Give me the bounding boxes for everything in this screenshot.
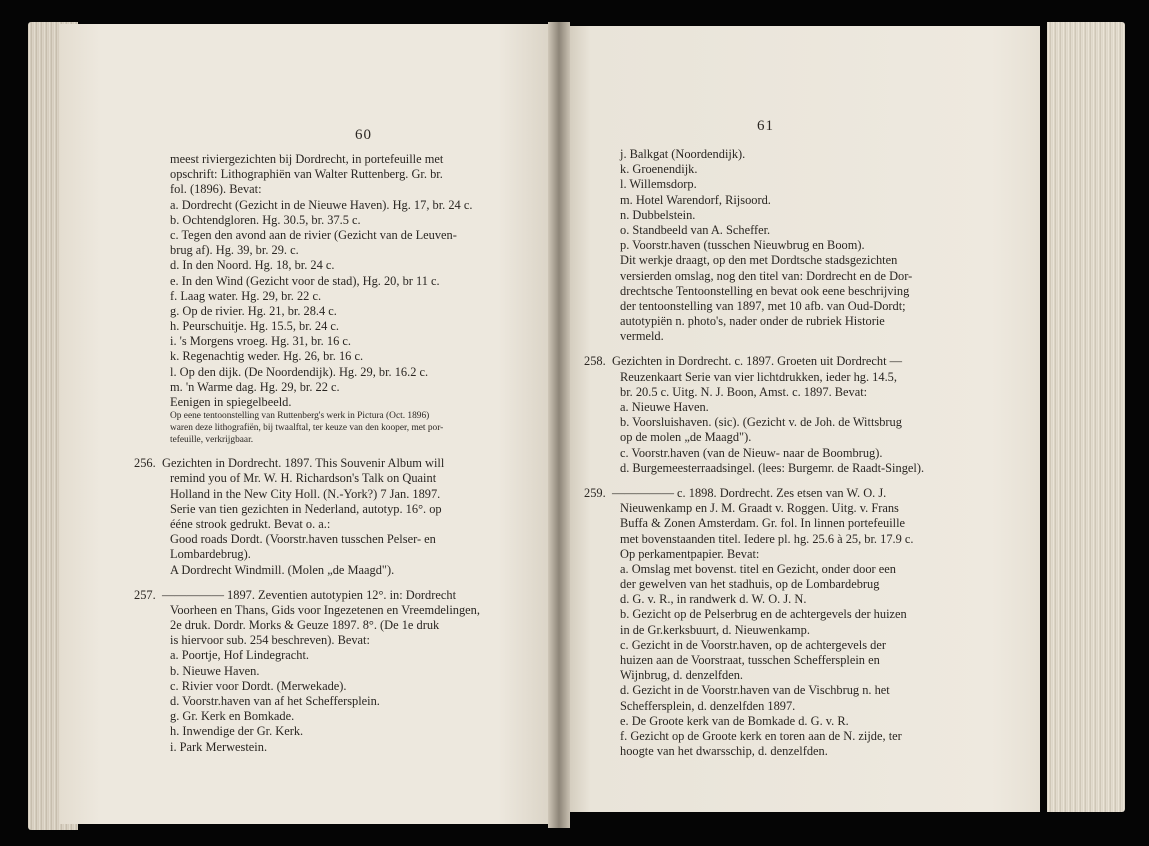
list-item: Wijnbrug, d. denzelfden. (620, 668, 744, 683)
footnote-line: Op eene tentoonstelling van Ruttenberg's werk in Pictura (Oct. 1896) (170, 411, 430, 422)
list-item: b. Gezicht op de Pelserbrug en de achtergevels der huizen (620, 607, 907, 622)
entry-line: 259. ————— c. 1898. Dordrecht. Zes etsen van W. O. J. (584, 485, 887, 500)
entry-line: 256. Gezichten in Dordrecht. 1897. This Souvenir Album will (134, 456, 445, 471)
entry-line: met bovenstaanden titel. Iedere pl. hg. 25.6 à 25, br. 17.9 c. (620, 531, 914, 546)
list-item: b. Ochtendgloren. Hg. 30.5, br. 37.5 c. (170, 212, 361, 227)
list-item: c. Voorstr.haven (van de Nieuw- naar de Boombrug). (620, 445, 883, 460)
list-item: f. Laag water. Hg. 29, br. 22 c. (170, 288, 322, 303)
book-gutter (548, 22, 570, 828)
left-page-number: 60 (355, 127, 372, 143)
entry-line: 2e druk. Dordr. Morks & Geuze 1897. 8°. (De 1e druk (170, 618, 440, 633)
list-item: a. Nieuwe Haven. (620, 400, 709, 414)
entry-line: A Dordrecht Windmill. (Molen „de Maagd"). (170, 562, 395, 577)
list-item: b. Nieuwe Haven. (170, 663, 260, 678)
entry-line: ééne strook gedrukt. Bevat o. a.: (170, 516, 331, 531)
left-page-text (134, 152, 540, 755)
list-item: b. Voorsluishaven. (sic). (Gezicht v. de Joh. de Wittsbrug (620, 415, 902, 430)
text-line: versierden omslag, nog den titel van: Dordrecht en de Dor- (620, 268, 913, 283)
entry-line: Buffa & Zonen Amsterdam. Gr. fol. In linnen portefeuille (620, 516, 906, 531)
entry-number: 257. (134, 587, 156, 602)
text-line: drechtsche Tentoonstelling en bevat ook eene beschrijving (620, 283, 910, 298)
list-item: c. Tegen den avond aan de rivier (Gezicht van de Leuven- (170, 227, 457, 242)
list-item: o. Standbeeld van A. Scheffer. (620, 222, 771, 237)
entry-number: 258. (584, 354, 606, 369)
list-item: l. Willemsdorp. (620, 177, 697, 192)
list-item: j. Balkgat (Noordendijk). (620, 147, 746, 161)
right-page-text (584, 147, 980, 759)
list-item: l. Op den dijk. (De Noordendijk). Hg. 29, br. 16.2 c. (170, 364, 429, 379)
list-item: d. Burgemeesterraadsingel. (lees: Burgemr. de Raadt-Singel). (620, 460, 925, 475)
list-item: i. Park Merwestein. (170, 739, 268, 754)
footnote-line: waren deze lithografiën, bij twaalftal, ter keuze van den kooper, met por- (170, 423, 444, 434)
list-item: e. De Groote kerk van de Bomkade d. G. v. R. (620, 713, 849, 728)
text-line: opschrift: Lithographiën van Walter Ruttenberg. Gr. br. (170, 167, 443, 182)
entry-line: Nieuwenkamp en J. M. Graadt v. Roggen. Uitg. v. Frans (620, 501, 899, 516)
text-line: fol. (1896). Bevat: (170, 182, 262, 197)
entry-line: br. 20.5 c. Uitg. N. J. Boon, Amst. c. 1897. Bevat: (620, 384, 868, 399)
list-item: d. Gezicht in de Voorstr.haven van de Vischbrug n. het (620, 683, 890, 698)
text-line: Eenigen in spiegelbeeld. (170, 395, 292, 409)
list-item: op de molen „de Maagd"). (620, 430, 752, 445)
list-item: a. Dordrecht (Gezicht in de Nieuwe Haven). Hg. 17, br. 24 c. (170, 197, 473, 212)
list-item: k. Groenendijk. (620, 162, 698, 177)
entry-line: Voorheen en Thans, Gids voor Ingezetenen en Vreemdelingen, (170, 602, 480, 617)
list-item: brug af). Hg. 39, br. 29. c. (170, 243, 299, 258)
entry-line: 258. Gezichten in Dordrecht. c. 1897. Groeten uit Dordrecht — (584, 354, 903, 369)
list-item: m. 'n Warme dag. Hg. 29, br. 22 c. (170, 379, 340, 394)
list-item: e. In den Wind (Gezicht voor de stad), Hg. 20, br 11 c. (170, 273, 440, 288)
list-item: d. G. v. R., in randwerk d. W. O. J. N. (620, 592, 807, 607)
entry-line: Good roads Dordt. (Voorstr.haven tusschen Pelser- en (170, 532, 436, 547)
list-item: h. Peurschuitje. Hg. 15.5, br. 24 c. (170, 319, 339, 334)
list-item: p. Voorstr.haven (tusschen Nieuwbrug en Boom). (620, 238, 865, 253)
entry-line: Holland in the New City Holl. (N.-York?) 7 Jan. 1897. (170, 486, 441, 501)
list-item: d. In den Noord. Hg. 18, br. 24 c. (170, 258, 335, 273)
list-item: Scheffersplein, d. denzelfden 1897. (620, 698, 796, 713)
list-item: h. Inwendige der Gr. Kerk. (170, 724, 304, 739)
entry-line: Op perkamentpapier. Bevat: (620, 546, 760, 561)
entry-line: Lombardebrug). (170, 547, 251, 562)
footnote-line: tefeuille, verkrijgbaar. (170, 435, 254, 446)
entry-number: 259. (584, 485, 606, 500)
list-item: c. Rivier voor Dordt. (Merwekade). (170, 678, 347, 693)
list-item: a. Omslag met bovenst. titel en Gezicht, onder door een (620, 561, 896, 576)
list-item: n. Dubbelstein. (620, 207, 696, 222)
list-item: in de Gr.kerksbuurt, d. Nieuwenkamp. (620, 622, 810, 637)
list-item: g. Gr. Kerk en Bomkade. (170, 709, 295, 724)
right-page-edges (1047, 22, 1125, 812)
list-item: m. Hotel Warendorf, Rijsoord. (620, 192, 771, 207)
entry-number: 256. (134, 456, 156, 471)
text-line: vermeld. (620, 329, 664, 344)
list-item: d. Voorstr.haven van af het Scheffersplein. (170, 694, 380, 708)
text-line: Dit werkje draagt, op den met Dordtsche stadsgezichten (620, 253, 898, 268)
list-item: a. Poortje, Hof Lindegracht. (170, 648, 310, 663)
entry-line: remind you of Mr. W. H. Richardson's Talk on Quaint (170, 471, 437, 486)
entry-line: is hiervoor sub. 254 beschreven). Bevat: (170, 633, 370, 648)
entry-line: Serie van tien gezichten in Nederland, autotyp. 16°. op (170, 501, 442, 516)
list-item: der gewelven van het stadhuis, op de Lombardebrug (620, 577, 880, 592)
list-item: f. Gezicht op de Groote kerk en toren aan de N. zijde, ter (620, 728, 902, 743)
entry-line: Reuzenkaart Serie van vier lichtdrukken, ieder hg. 14.5, (620, 369, 897, 384)
text-line: meest riviergezichten bij Dordrecht, in portefeuille met (170, 152, 444, 166)
entry-line: 257. ————— 1897. Zeventien autotypien 12°. in: Dordrecht (134, 587, 457, 602)
right-page-number: 61 (757, 118, 774, 134)
list-item: hoogte van het dwarsschip, d. denzelfden. (620, 744, 828, 759)
list-item: k. Regenachtig weder. Hg. 26, br. 16 c. (170, 349, 364, 364)
list-item: c. Gezicht in de Voorstr.haven, op de achtergevels der (620, 637, 886, 652)
list-item: i. 's Morgens vroeg. Hg. 31, br. 16 c. (170, 334, 351, 349)
list-item: g. Op de rivier. Hg. 21, br. 28.4 c. (170, 303, 337, 318)
text-line: autotypiën n. photo's, nader onder de rubriek Historie (620, 314, 885, 329)
text-line: der tentoonstelling van 1897, met 10 afb. van Oud-Dordt; (620, 298, 906, 313)
list-item: huizen aan de Voorstraat, tusschen Scheffersplein en (620, 653, 880, 667)
